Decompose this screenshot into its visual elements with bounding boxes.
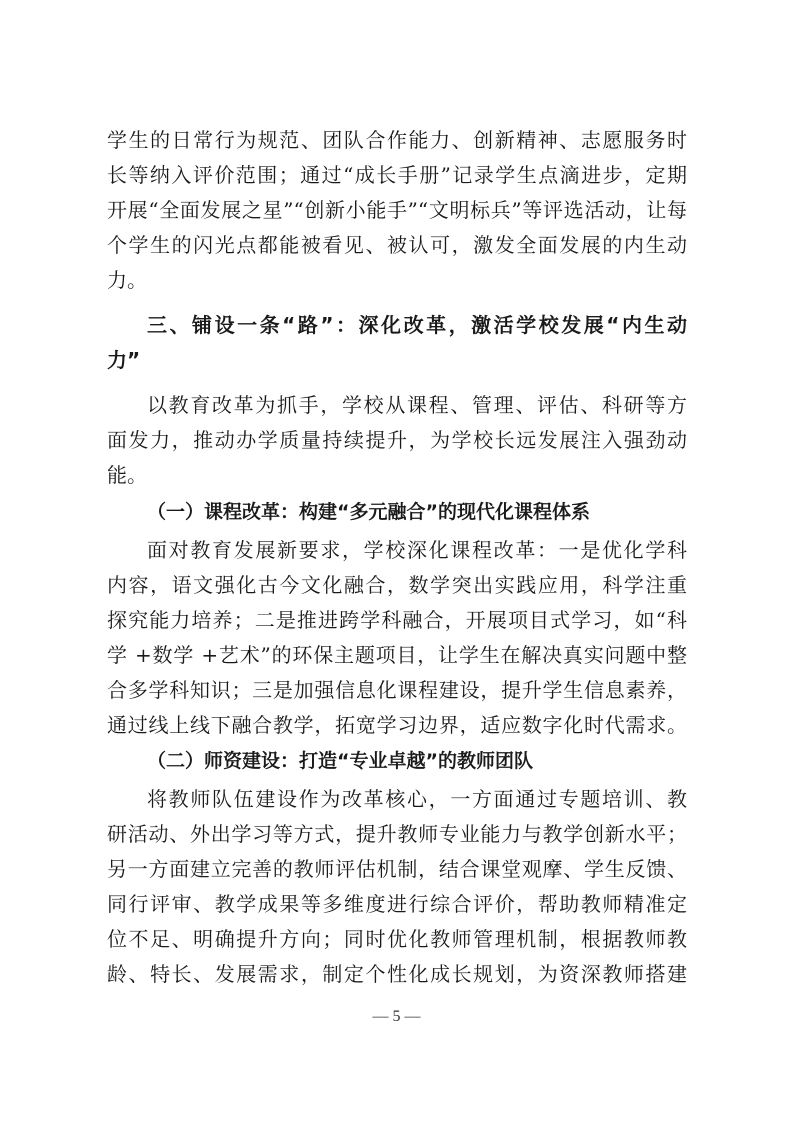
body-text-line: 探究能力培养；二是推进跨学科融合，开展项目式学习，如“科 (107, 608, 687, 632)
body-text-line: 个学生的闪光点都能被看见、被认可，激发全面发展的内生动 (107, 233, 687, 257)
body-text-line: 将教师队伍建设作为改革核心，一方面通过专题培训、教 (147, 787, 687, 811)
subsection-heading-teachers: （二）师资建设：打造“专业卓越”的教师团队 (147, 750, 533, 772)
body-text-line: 合多学科知识；三是加强信息化课程建设，提升学生信息素养， (107, 678, 687, 702)
body-text-line: 位不足、明确提升方向；同时优化教师管理机制，根据教师教 (107, 927, 687, 951)
body-text-line: 面对教育发展新要求，学校深化课程改革：一是优化学科 (147, 538, 687, 562)
body-text-line: 研活动、外出学习等方式，提升教师专业能力与教学创新水平； (107, 822, 687, 846)
page-number: — 5 — (372, 1008, 421, 1025)
body-text-line: 开展“全面发展之星”“创新小能手”“文明标兵”等评选活动，让每 (107, 198, 687, 222)
body-text-line: 同行评审、教学成果等多维度进行综合评价，帮助教师精准定 (107, 892, 687, 916)
body-text-line: 学 +数学 +艺术”的环保主题项目，让学生在解决真实问题中整 (107, 643, 687, 667)
body-text-line: 通过线上线下融合教学，拓宽学习边界，适应数字化时代需求。 (107, 713, 687, 737)
body-text-line: 内容，语文强化古今文化融合，数学突出实践应用，科学注重 (107, 573, 687, 597)
body-text-line: 力。 (107, 268, 147, 292)
body-text-line: 龄、特长、发展需求，制定个性化成长规划，为资深教师搭建 (107, 962, 687, 986)
body-text-line: 面发力，推动办学质量持续提升，为学校长远发展注入强劲动 (107, 428, 687, 452)
section-heading-continued: 力” (107, 348, 141, 372)
subsection-heading-curriculum: （一）课程改革：构建“多元融合”的现代化课程体系 (147, 501, 590, 523)
body-text-line: 能。 (107, 463, 147, 487)
body-text-line: 以教育改革为抓手，学校从课程、管理、评估、科研等方 (147, 393, 687, 417)
body-text-line: 另一方面建立完善的教师评估机制，结合课堂观摩、学生反馈、 (107, 857, 687, 881)
section-heading: 三、铺设一条“路”：深化改革，激活学校发展“内生动 (147, 313, 687, 337)
body-text-line: 学生的日常行为规范、团队合作能力、创新精神、志愿服务时 (107, 128, 687, 152)
body-text-line: 长等纳入评价范围；通过“成长手册”记录学生点滴进步，定期 (107, 163, 687, 187)
